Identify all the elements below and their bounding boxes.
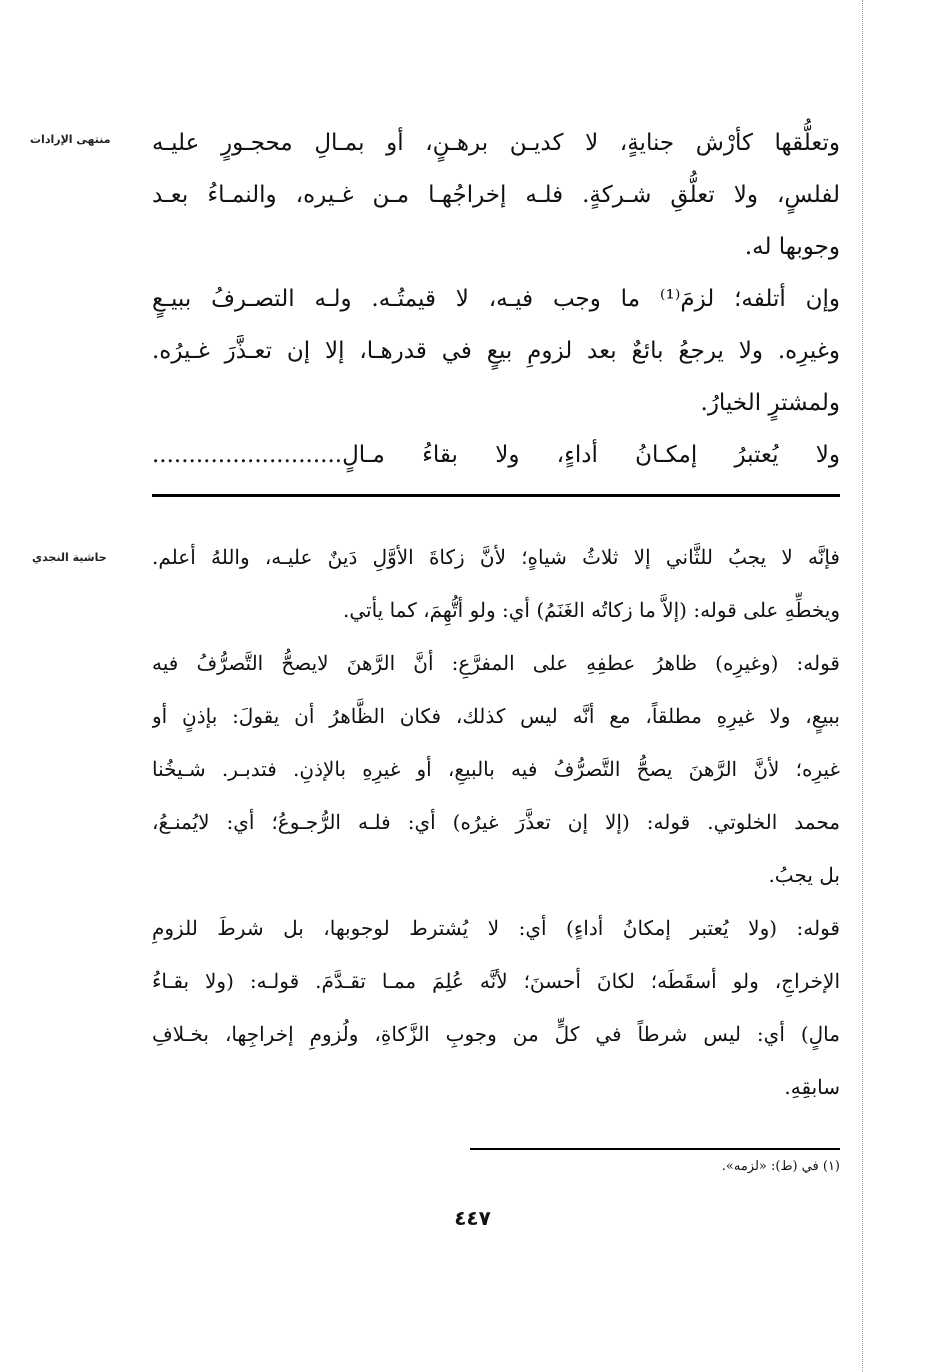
footnote: (١) في (ط): «لزمه». bbox=[721, 1159, 840, 1174]
main-line: وإن أتلفه؛ لزمَ⁽¹⁾ ما وجب فيـه، لا قيمتُـه. ولـه التصـرفُ ببيـعٍ bbox=[152, 286, 840, 312]
gloss-text bbox=[152, 531, 840, 1114]
gloss-line: ببيعٍ، ولا غيرِهِ مطلقاً، مع أنَّه ليس كذلك، فكان الظَّاهرُ أن يقولَ: بإذنٍ أو bbox=[152, 704, 840, 728]
gloss-line: غيرِه؛ لأنَّ الرَّهنَ يصحُّ التَّصرُّفُ فيه بالبيعِ، أو غيرِهِ بالإذنِ. فتدبـر. شـيخُنا bbox=[152, 757, 840, 781]
gloss-line: مالٍ) أي: ليس شرطاً في كلٍّ من وجوبِ الزَّكاةِ، ولُزومِ إخراجِها، بخـلافِ bbox=[152, 1022, 840, 1046]
gloss-line: سابقِهِ. bbox=[784, 1075, 840, 1099]
gloss-line: ويخطِّهِ على قوله: (إلاَّ ما زكاتُه الغَنَمُ) أي: ولو أتُّهِمَ، كما يأتي. bbox=[342, 598, 840, 622]
header-label-top: منتهى الإرادات bbox=[30, 133, 111, 146]
main-line: وتعلُّقها كأرْش جنايةٍ، لا كديـن برهـنٍ، أو بمـالِ محجـورٍ عليـه bbox=[152, 130, 840, 156]
section-divider bbox=[152, 494, 840, 497]
main-line: وجوبها له. bbox=[744, 234, 840, 260]
page-number: ٤٤٧ bbox=[454, 1206, 491, 1230]
gloss-line: الإخراجِ، ولو أسقَطَه؛ لكانَ أحسنَ؛ لأنَّه عُلِمَ ممـا تقـدَّمَ. قولـه: (ولا بقـاءُ bbox=[152, 969, 840, 993]
main-text bbox=[152, 117, 840, 481]
header-label-bottom: حاشية النجدي bbox=[32, 551, 107, 564]
main-line: ولا يُعتبرُ إمكـانُ أداءٍ، ولا بقاءُ مـالٍ.......................... bbox=[152, 442, 840, 468]
main-line: وغيرِه. ولا يرجعُ بائعٌ بعد لزومِ بيعٍ في قدرهـا، إلا إن تعـذَّرَ غـيرُه. bbox=[152, 338, 840, 364]
main-line: ولمشترٍ الخيارُ. bbox=[700, 390, 840, 416]
gloss-line: فإنَّه لا يجبُ للثَّاني إلا ثلاثُ شياهٍ؛ لأنَّ زكاةَ الأوَّلِ دَينٌ عليـه، واللهُ أعلم. bbox=[152, 545, 840, 569]
gloss-line: بل يجبُ. bbox=[768, 863, 840, 887]
main-line: لفلسٍ، ولا تعلُّقِ شـركةٍ. فلـه إخراجُهـا مـن غـيره، والنمـاءُ بعـد bbox=[152, 182, 840, 208]
footnote-divider bbox=[470, 1148, 840, 1150]
gloss-line: محمد الخلوتي. قوله: (إلا إن تعذَّرَ غيرُه) أي: فلـه الرُّجـوعُ؛ أي: لايُمنـعُ، bbox=[152, 810, 840, 834]
page-edge-dotted-line bbox=[862, 0, 863, 1372]
gloss-line: قوله: (ولا يُعتبر إمكانُ أداءٍ) أي: لا يُشترط لوجوبها، بل شرطَ للزومِ bbox=[152, 916, 840, 940]
gloss-line: قوله: (وغيرِه) ظاهرُ عطفِهِ على المفرَّعِ: أنَّ الرَّهنَ لايصحُّ التَّصرُّفُ فيه bbox=[152, 651, 840, 675]
